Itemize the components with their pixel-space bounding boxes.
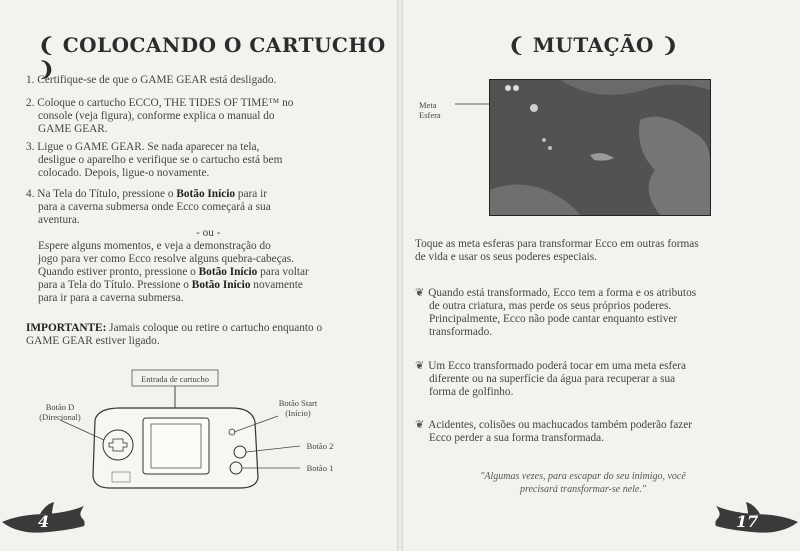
start-button-ref: Botão Início: [191, 279, 251, 291]
step-3-line: desligue o aparelho e verifique se o cartucho está bem: [38, 154, 283, 166]
game-screenshot: [489, 79, 711, 216]
intro-line: Toque as meta esferas para transformar Ecco em outras formas: [415, 238, 699, 250]
hud-icon: [505, 85, 511, 91]
label-line: (Início): [285, 408, 311, 418]
important-text: Jamais coloque ou retire o cartucho enquanto o: [106, 322, 323, 334]
step-2-line: console (veja figura), conforme explica o manual do: [38, 110, 275, 122]
step-1: 1. Certifique-se de que o GAME GEAR está desligado.: [26, 74, 277, 86]
alt-line: novamente: [250, 279, 303, 291]
ornament-icon: ❨: [508, 33, 533, 57]
label-line: (Direcional): [39, 412, 81, 422]
start-button-ref: Botão Início: [176, 188, 236, 200]
title-text: COLOCANDO O CARTUCHO: [62, 33, 386, 57]
leaf-bullet-icon: ❦: [415, 360, 425, 372]
alt-line: para a Tela do Título. Pressione o: [38, 279, 192, 291]
step-2-line: GAME GEAR.: [38, 123, 108, 135]
bullet-line: Ecco perder a sua forma transformada.: [429, 432, 605, 444]
bullet-3: [415, 419, 692, 445]
hud-icon: [513, 85, 519, 91]
leaf-bullet-icon: ❦: [415, 287, 425, 299]
step-3-line: 3. Ligue o GAME GEAR. Se nada aparecer na tela,: [26, 141, 260, 153]
step-2-line: 2. Coloque o cartucho ECCO, THE TIDES OF TIME™ no: [26, 97, 294, 109]
label-line: Botão D: [45, 402, 75, 412]
ocean-scene: [490, 80, 710, 215]
right-page: [403, 0, 800, 551]
start-button-ref: Botão Início: [198, 266, 258, 278]
console-screen: [143, 418, 209, 474]
bullet-1: [415, 287, 696, 339]
bullet-line: Quando está transformado, Ecco tem a forma e os atributos: [428, 287, 697, 299]
meta-sphere-icon: [530, 104, 538, 112]
alt-line: para voltar: [257, 266, 309, 278]
step-2: [26, 97, 293, 136]
label-line: Esfera: [419, 110, 441, 120]
quote: [443, 470, 723, 496]
step-4-text: para ir: [235, 188, 268, 200]
leaf-bullet-icon: ❦: [415, 419, 425, 431]
alt-paragraph: [38, 240, 309, 305]
bullet-line: Principalmente, Ecco não pode cantar enquanto estiver: [429, 313, 678, 325]
quote-line: "Algumas vezes, para escapar do seu inimigo, você: [480, 471, 686, 482]
step-3: [26, 141, 282, 180]
button-1-label: Botão 1: [306, 463, 334, 473]
cartridge-slot-label: Entrada de cartucho: [141, 374, 209, 384]
bullet-2: [415, 360, 686, 399]
ornament-icon: ❩: [653, 33, 679, 57]
ornament-icon: ❨: [38, 33, 63, 57]
or-separator: - ou -: [196, 227, 221, 239]
button-2-label: Botão 2: [306, 441, 334, 451]
important-text: GAME GEAR estiver ligado.: [26, 335, 160, 347]
alt-line: Quando estiver pronto, pressione o: [38, 266, 199, 278]
dpad-label: [30, 402, 90, 422]
bullet-line: de outra criatura, mas perde os seus próprios poderes.: [429, 300, 672, 312]
step-4-line: aventura.: [38, 214, 80, 226]
bubble: [548, 146, 552, 150]
title-text: MUTAÇÃO: [532, 33, 654, 57]
start-label: [268, 398, 328, 418]
page-number-right: 17: [736, 512, 759, 531]
label-line: Meta: [419, 100, 437, 110]
step-4: [26, 188, 271, 227]
bullet-line: forma de golfinho.: [429, 386, 514, 398]
page-number-left: 4: [38, 512, 50, 531]
label-line: Botão Start: [278, 398, 318, 408]
alt-line: jogo para ver como Ecco resolve alguns quebra-cabeças.: [38, 253, 294, 265]
alt-line: para ir para a caverna submersa.: [38, 292, 184, 304]
alt-line: Espere alguns momentos, e veja a demonstração do: [38, 240, 271, 252]
page-title-right: [508, 33, 679, 57]
bullet-line: Um Ecco transformado poderá tocar em uma meta esfera: [428, 360, 687, 372]
bullet-line: transformado.: [429, 326, 493, 338]
intro-text: [415, 238, 699, 264]
intro-line: de vida e usar os seus poderes especiais.: [415, 251, 597, 263]
bubble: [542, 138, 546, 142]
bullet-line: Acidentes, colisões ou machucados também poderão fazer: [428, 419, 693, 431]
quote-line: precisará transformar-se nele.": [519, 484, 647, 495]
important-note: [26, 322, 322, 348]
important-label: IMPORTANTE:: [26, 322, 107, 334]
ornament-icon: ❩: [38, 57, 56, 81]
step-4-line: para a caverna submersa onde Ecco começará a sua: [38, 201, 271, 213]
step-4-text: 4. Na Tela do Título, pressione o: [26, 188, 177, 200]
left-page: [0, 0, 397, 551]
step-3-line: colocado. Depois, ligue-o novamente.: [38, 167, 210, 179]
bullet-line: diferente ou na superfície da água para recuperar a sua: [429, 373, 676, 385]
